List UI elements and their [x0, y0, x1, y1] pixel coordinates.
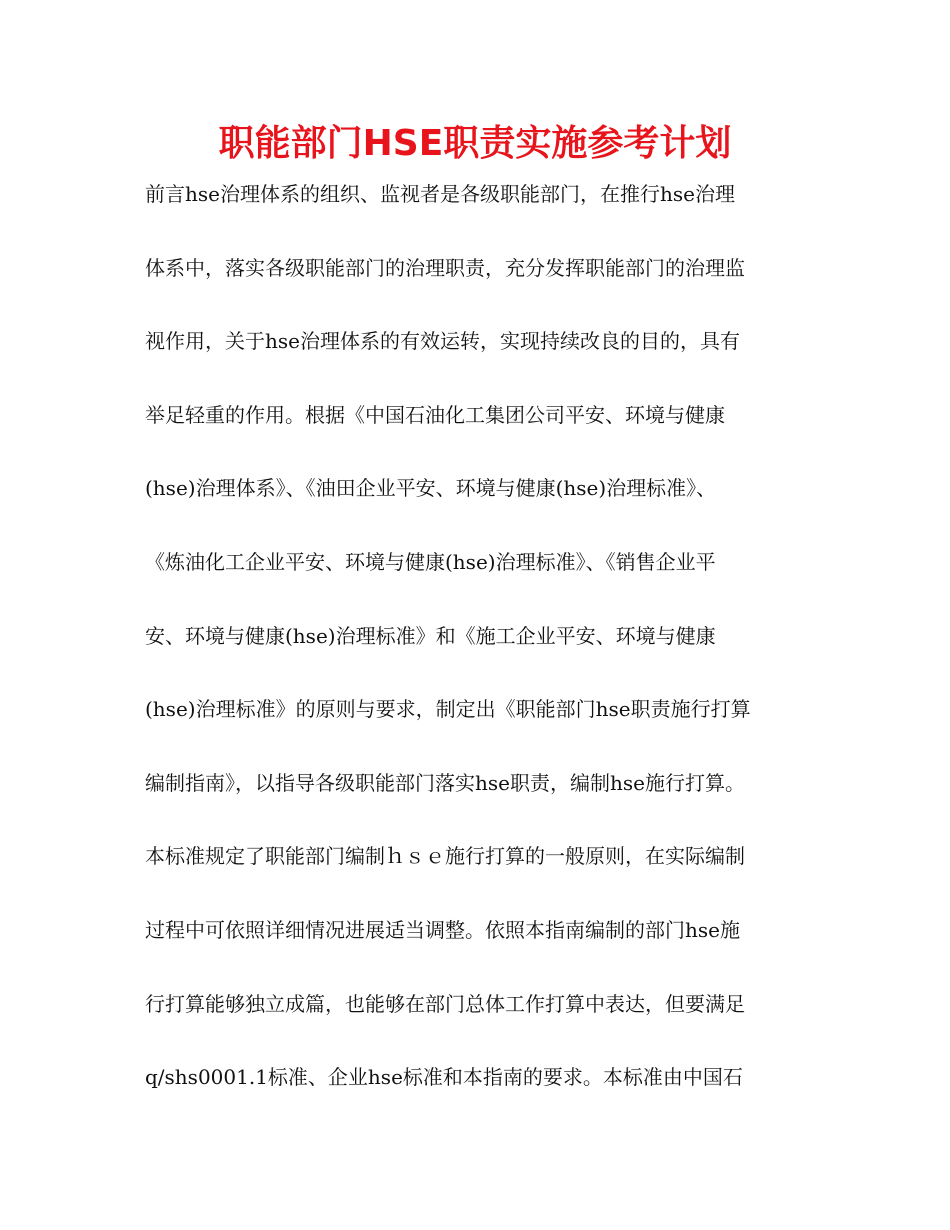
body-line-5: (hse)治理体系》、《油田企业平安、环境与健康(hse)治理标准》、 — [145, 476, 717, 501]
body-line-2: 体系中，落实各级职能部门的治理职责，充分发挥职能部门的治理监 — [145, 255, 745, 280]
body-line-8: (hse)治理标准》的原则与要求，制定出《职能部门hse职责施行打算 — [145, 697, 751, 722]
body-line-10: 本标准规定了职能部门编制ｈｓｅ施行打算的一般原则，在实际编制 — [145, 844, 745, 869]
body-line-7: 安、环境与健康(hse)治理标准》和《施工企业平安、环境与健康 — [145, 623, 716, 648]
body-line-1: 前言hse治理体系的组织、监视者是各级职能部门，在推行hse治理 — [145, 182, 735, 206]
body-line-3: 视作用，关于hse治理体系的有效运转，实现持续改良的目的，具有 — [145, 329, 740, 354]
body-line-4: 举足轻重的作用。根据《中国石油化工集团公司平安、环境与健康 — [145, 402, 725, 427]
body-line-9: 编制指南》，以指导各级职能部门落实hse职责，编制hse施行打算。 — [145, 770, 745, 795]
body-line-6: 《炼油化工企业平安、环境与健康(hse)治理标准》、《销售企业平 — [145, 549, 716, 574]
document-body — [145, 174, 825, 1131]
document-title: 职能部门HSE职责实施参考计划 — [218, 123, 732, 164]
body-line-12: 行打算能够独立成篇，也能够在部门总体工作打算中表达，但要满足 — [145, 991, 745, 1016]
body-line-13: q/shs0001.1标准、企业hse标准和本指南的要求。本标准由中国石 — [145, 1065, 743, 1090]
body-line-11: 过程中可依照详细情况进展适当调整。依照本指南编制的部门hse施 — [145, 917, 740, 942]
